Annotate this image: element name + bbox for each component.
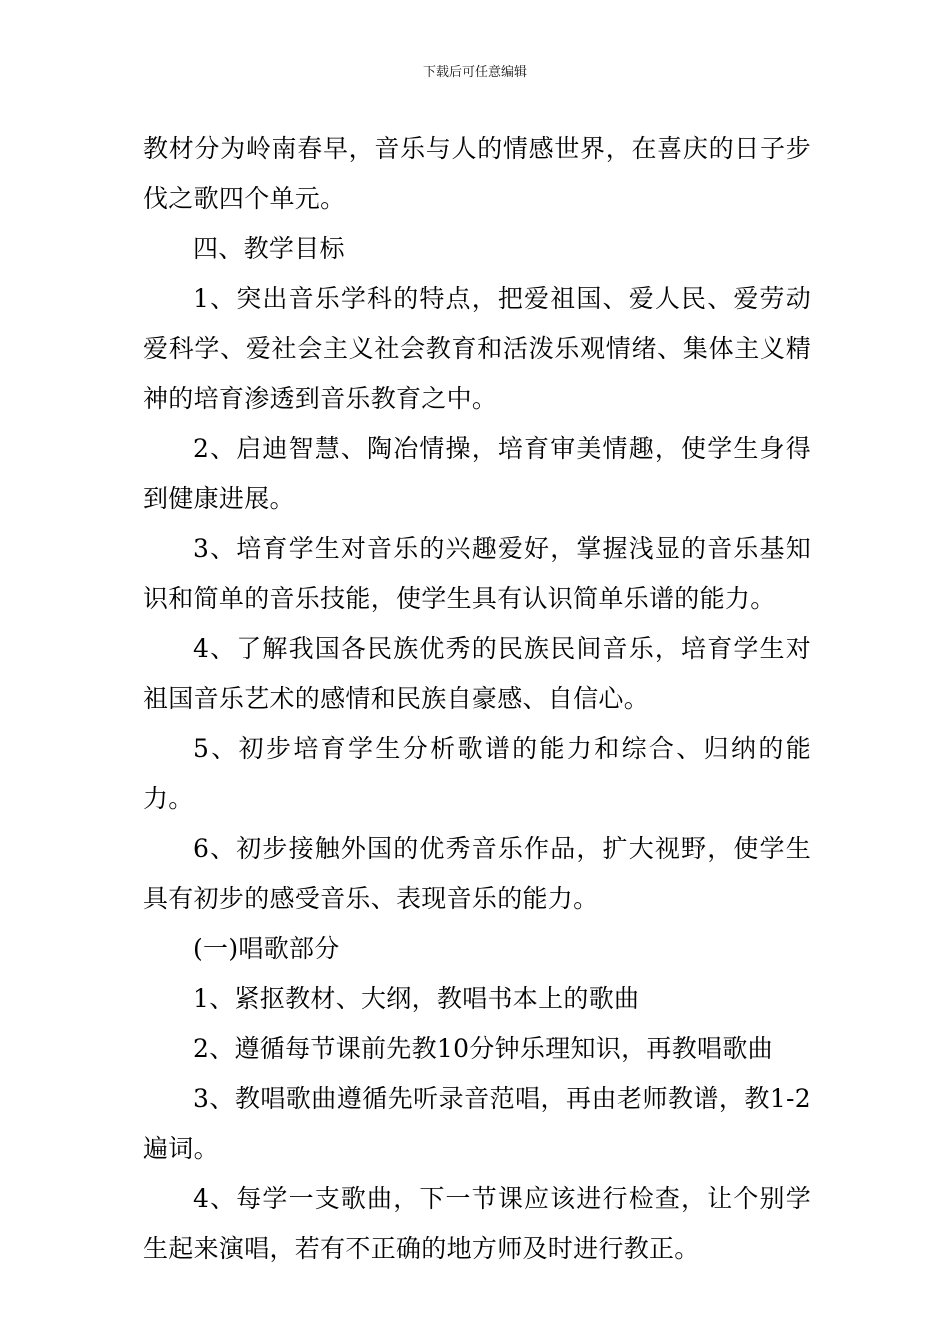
page-header: 下载后可任意编辑 (422, 65, 527, 80)
document-body (143, 124, 811, 1274)
paragraph-goal-5: 5、初步培育学生分析歌谱的能力和综合、归纳的能力。 (143, 734, 811, 813)
paragraph-singing-2: 2、遵循每节课前先教10分钟乐理知识，再教唱歌曲 (193, 1034, 773, 1063)
paragraph-goal-6: 6、初步接触外国的优秀音乐作品，扩大视野，使学生具有初步的感受音乐、表现音乐的能力。 (143, 834, 811, 913)
paragraph-goal-2: 2、启迪智慧、陶冶情操，培育审美情趣，使学生身得到健康进展。 (143, 434, 811, 513)
subsection-heading-singing: (一)唱歌部分 (193, 934, 340, 963)
paragraph-singing-3: 3、教唱歌曲遵循先听录音范唱，再由老师教谱，教1-2遍词。 (143, 1084, 811, 1163)
paragraph-singing-4: 4、每学一支歌曲，下一节课应该进行检查，让个别学生起来演唱，若有不正确的地方师及时进行教正。 (143, 1184, 811, 1263)
section-heading-teaching-goals: 四、教学目标 (193, 234, 345, 263)
paragraph-goal-3: 3、培育学生对音乐的兴趣爱好，掌握浅显的音乐基知识和简单的音乐技能，使学生具有认识简单乐谱的能力。 (143, 534, 811, 613)
paragraph-singing-1: 1、紧抠教材、大纲，教唱书本上的歌曲 (193, 984, 640, 1013)
paragraph-continuation: 教材分为岭南春早，音乐与人的情感世界，在喜庆的日子步伐之歌四个单元。 (143, 134, 811, 213)
paragraph-goal-1: 1、突出音乐学科的特点，把爱祖国、爱人民、爱劳动爱科学、爱社会主义社会教育和活泼乐观情绪、集体主义精神的培育渗透到音乐教育之中。 (143, 284, 811, 413)
paragraph-goal-4: 4、了解我国各民族优秀的民族民间音乐，培育学生对祖国音乐艺术的感情和民族自豪感、自信心。 (143, 634, 811, 713)
